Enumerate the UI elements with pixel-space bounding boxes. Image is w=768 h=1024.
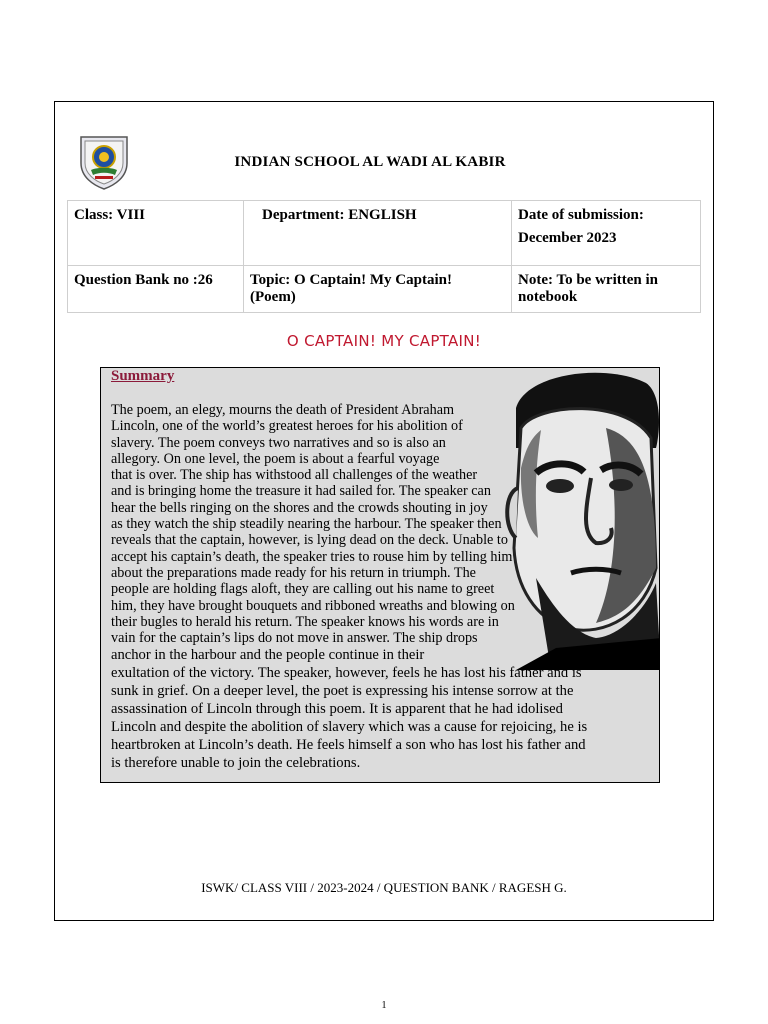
summary-line: assassination of Lincoln through this poem. It is apparent that he had idolised [111,701,563,718]
note-cell [512,266,701,313]
summary-line: The poem, an elegy, mourns the death of President Abraham [111,402,455,418]
summary-line: exultation of the victory. The speaker, however, feels he has lost his father and is [111,665,582,682]
info-table [67,200,701,313]
topic-label: Topic: O Captain! My Captain! [250,272,452,288]
summary-line: people are holding flags aloft, they are calling out his name to greet [111,581,495,598]
summary-line: Lincoln and despite the abolition of slavery which was a cause for rejoicing, he is [111,719,588,736]
date-value: December 2023 [518,230,617,246]
summary-line: reveals that the captain, however, is lying dead on the deck. Unable to [111,532,508,549]
class-cell [68,201,244,266]
summary-box [100,367,660,783]
summary-line: sunk in grief. On a deeper level, the poet is expressing his intense sorrow at the [111,683,574,700]
summary-line: anchor in the harbour and the people continue in their [111,647,425,664]
school-crest-icon [75,133,133,191]
poem-title: O CAPTAIN! MY CAPTAIN! [286,332,482,350]
topic-cell [244,266,512,313]
summary-line: as they watch the ship steadily nearing the harbour. The speaker then [111,516,502,533]
page-footer: ISWK/ CLASS VIII / 2023-2024 / QUESTION BANK / RAGESH G. [201,880,567,895]
note-label: Note: To be written in [518,272,658,288]
summary-line: allegory. On one level, the poem is about a fearful voyage [111,450,440,467]
summary-line: hear the bells ringing on the shores and the crowds shouting in joy [111,499,488,516]
date-label: Date of submission: [518,207,644,223]
summary-line: accept his captain’s death, the speaker tries to rouse him by telling him [111,548,513,565]
summary-line: that is over. The ship has withstood all challenges of the weather [111,467,478,484]
date-cell [512,201,701,266]
summary-line: heartbroken at Lincoln’s death. He feels himself a son who has lost his father and [111,737,586,754]
department-label: Department: ENGLISH [262,207,417,223]
school-name: INDIAN SCHOOL AL WADI AL KABIR [234,154,506,170]
summary-line: is therefore unable to join the celebrations. [111,755,361,772]
summary-line: Lincoln, one of the world’s greatest heroes for his abolition of [111,418,463,435]
class-label: Class: VIII [74,207,145,223]
summary-line: slavery. The poem conveys two narratives and so is also an [111,434,446,451]
department-cell [244,201,512,266]
summary-line: their bugles to herald his return. The speaker knows his words are in [111,613,499,630]
summary-heading: Summary [111,368,175,384]
summary-line: about the preparations made ready for his return in triumph. The [111,564,476,581]
summary-line: vain for the captain’s lips do not move in answer. The ship drops [111,630,478,647]
question-bank-label: Question Bank no :26 [74,272,213,288]
topic-sub: (Poem) [250,289,296,305]
question-bank-cell [68,266,244,313]
summary-line: him, they have brought bouquets and ribboned wreaths and blowing on [111,597,515,614]
page-number: 1 [381,1000,387,1011]
summary-body [111,402,651,772]
summary-line: and is bringing home the treasure it had sailed for. The speaker can [111,483,491,500]
note-sub: notebook [518,289,578,305]
